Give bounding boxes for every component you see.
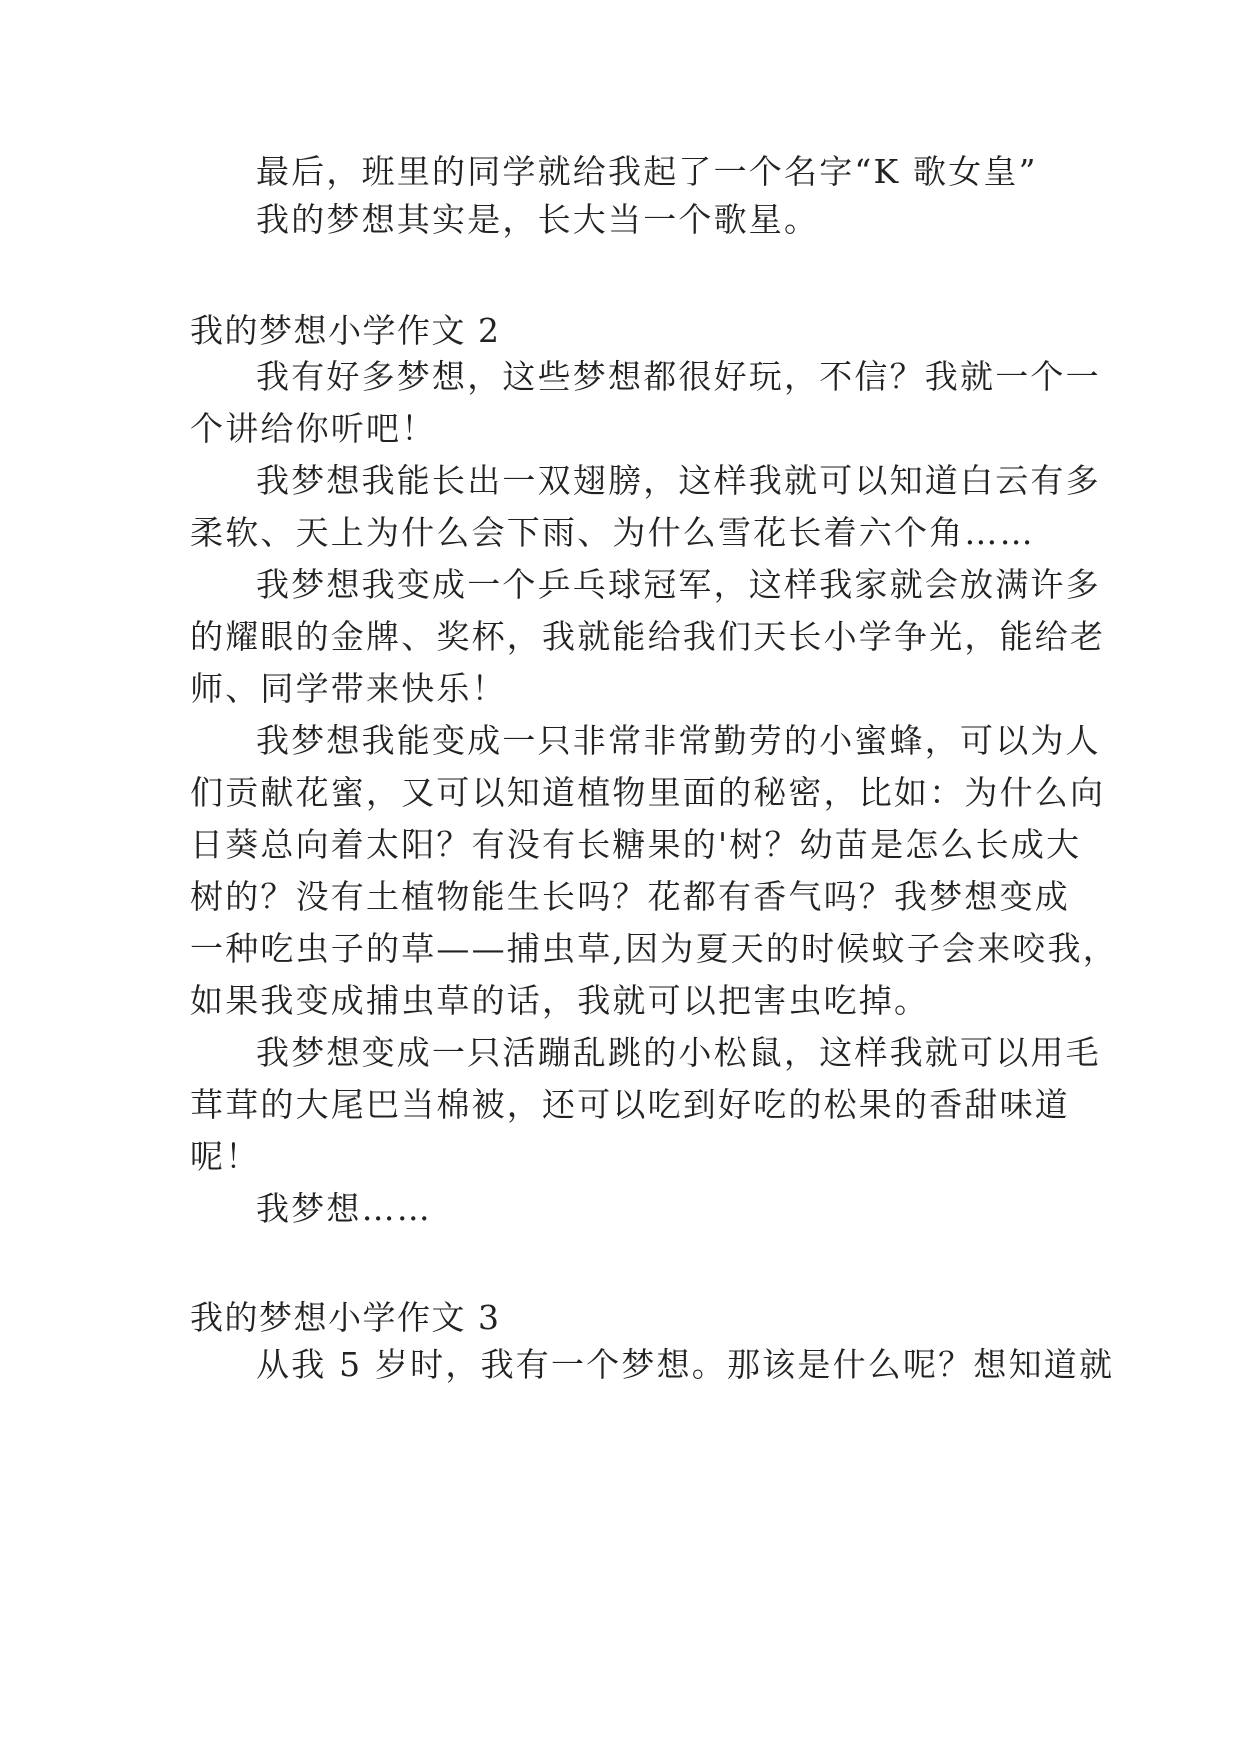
paragraph-line: 从我 5 岁时，我有一个梦想。那该是什么呢？想知道就 [256,1345,1115,1384]
paragraph-line: 如果我变成捕虫草的话，我就可以把害虫吃掉。 [190,981,930,1020]
paragraph-line: 我梦想变成一只活蹦乱跳的小松鼠，这样我就可以用毛 [256,1033,1101,1072]
essay-heading: 我的梦想小学作文 2 [190,311,501,350]
paragraph-line: 我梦想我能长出一双翅膀，这样我就可以知道白云有多 [256,461,1101,500]
paragraph-line: 呢！ [190,1137,261,1176]
paragraph-line: 树的？没有土植物能生长吗？花都有香气吗？我梦想变成 [190,877,1070,916]
paragraph-line: 们贡献花蜜，又可以知道植物里面的秘密，比如：为什么向 [190,773,1106,812]
paragraph-line: 我的梦想其实是，长大当一个歌星。 [256,200,820,239]
paragraph-line: 我梦想…… [256,1189,432,1228]
paragraph-line: 个讲给你听吧！ [190,409,437,448]
paragraph-line: 最后，班里的同学就给我起了一个名字“K 歌女皇” [256,152,1038,191]
paragraph-line: 师、同学带来快乐！ [190,669,507,708]
paragraph-line: 我梦想我能变成一只非常非常勤劳的小蜜蜂，可以为人 [256,721,1101,760]
essay-heading: 我的梦想小学作文 3 [190,1298,501,1337]
paragraph-line: 的耀眼的金牌、奖杯，我就能给我们天长小学争光，能给老 [190,617,1106,656]
paragraph-line: 日葵总向着太阳？有没有长糖果的'树？幼苗是怎么长成大 [190,825,1082,864]
paragraph-line: 柔软、天上为什么会下雨、为什么雪花长着六个角…… [190,513,1035,552]
paragraph-line: 一种吃虫子的草——捕虫草,因为夏天的时候蚊子会来咬我， [190,929,1118,968]
paragraph-line: 我梦想我变成一个乒乓球冠军，这样我家就会放满许多 [256,565,1101,604]
paragraph-line: 我有好多梦想，这些梦想都很好玩，不信？我就一个一 [256,357,1101,396]
paragraph-line: 茸茸的大尾巴当棉被，还可以吃到好吃的松果的香甜味道 [190,1085,1070,1124]
